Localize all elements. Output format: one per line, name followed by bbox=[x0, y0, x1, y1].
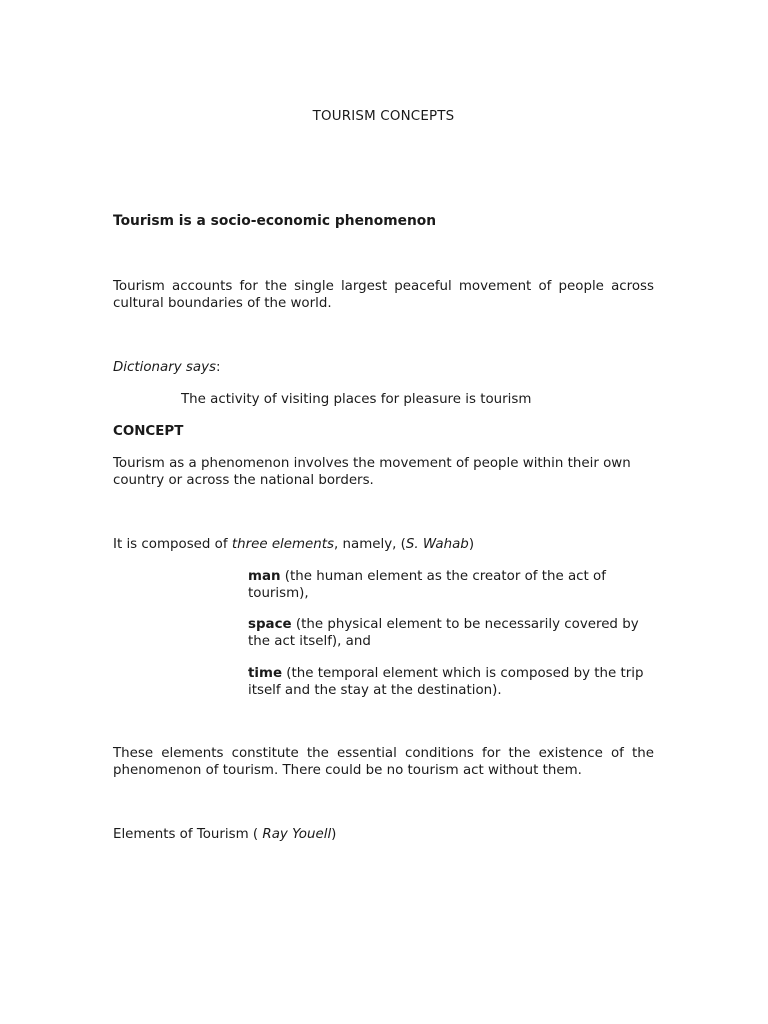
element-space bbox=[248, 616, 656, 650]
document-title: TOURISM CONCEPTS bbox=[312, 109, 455, 124]
section-heading: Tourism is a socio-economic phenomenon bbox=[113, 213, 437, 229]
dictionary-label: Dictionary says bbox=[113, 360, 217, 375]
element-description: (the physical element to be necessarily covered by the act itself), and bbox=[248, 617, 639, 649]
element-description: (the temporal element which is composed by the trip itself and the stay at the destination). bbox=[248, 666, 644, 698]
elements-of-tourism-line bbox=[113, 826, 336, 843]
composed-line bbox=[113, 536, 474, 553]
paragraph-concept: Tourism as a phenomenon involves the movement of people within their own country or across the national borders. bbox=[113, 456, 631, 488]
element-term: man bbox=[248, 569, 281, 584]
element-time bbox=[248, 665, 656, 699]
dictionary-definition: The activity of visiting places for pleasure is tourism bbox=[181, 392, 532, 407]
paragraph-conditions: These elements constitute the essential conditions for the existence of the phenomenon of tourism. There could be no tourism act without them. bbox=[113, 746, 654, 778]
composed-emphasis: three elements bbox=[231, 537, 335, 552]
elements-prefix: Elements of Tourism ( bbox=[113, 827, 263, 842]
dictionary-colon: : bbox=[216, 360, 221, 375]
element-term: space bbox=[248, 617, 292, 632]
elements-suffix: ) bbox=[331, 827, 337, 842]
paragraph-movement: Tourism accounts for the single largest peaceful movement of people across cultural boundaries of the world. bbox=[113, 279, 654, 311]
composed-middle: , namely, ( bbox=[334, 537, 406, 552]
element-term: time bbox=[248, 666, 283, 681]
composed-prefix: It is composed of bbox=[113, 537, 232, 552]
elements-source: Ray Youell bbox=[262, 827, 332, 842]
composed-suffix: ) bbox=[468, 537, 475, 552]
element-description: (the human element as the creator of the act of tourism), bbox=[248, 569, 606, 601]
concept-heading: CONCEPT bbox=[113, 424, 184, 439]
composed-source: S. Wahab bbox=[405, 537, 469, 552]
dictionary-line bbox=[113, 359, 221, 376]
element-man bbox=[248, 568, 656, 602]
